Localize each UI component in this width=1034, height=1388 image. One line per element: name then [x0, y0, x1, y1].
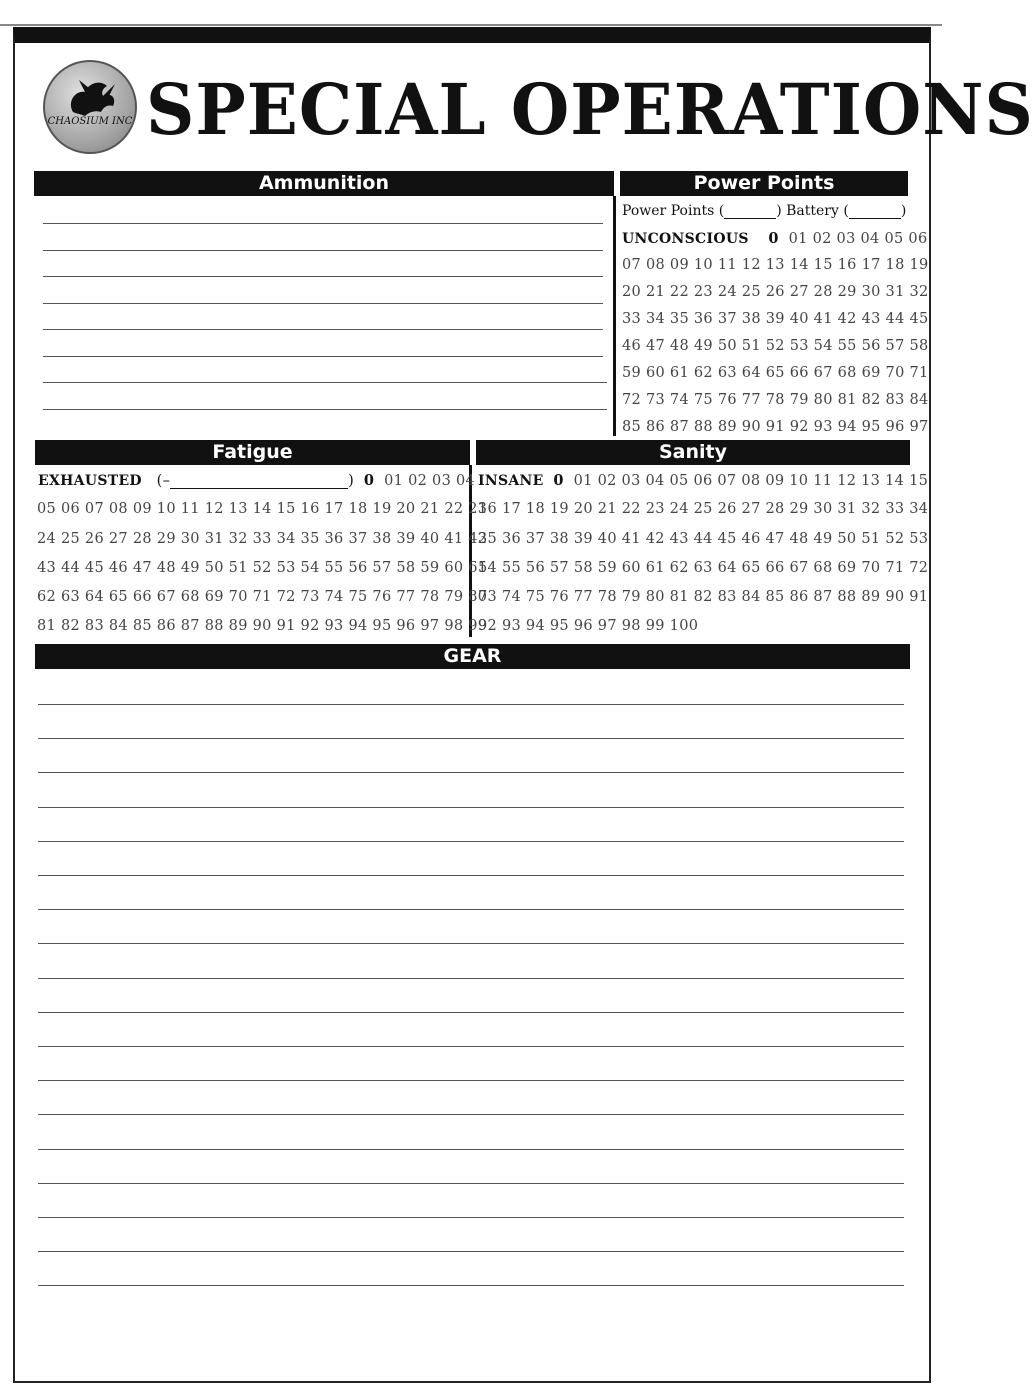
gear-line[interactable] — [38, 1217, 904, 1218]
power-points-header: Power Points — [620, 171, 908, 196]
gear-line[interactable] — [38, 1285, 904, 1286]
gear-line[interactable] — [38, 909, 904, 910]
power-points-blank[interactable] — [724, 204, 776, 219]
gear-line[interactable] — [38, 978, 904, 979]
pp-numbers[interactable]: 01 02 03 04 05 06 — [788, 231, 928, 247]
sanity-row-3[interactable]: 54 55 56 57 58 59 60 61 62 63 64 65 66 67 68 69 70 71 72 — [478, 560, 929, 576]
close-paren: ) — [900, 203, 907, 219]
sanity-row-0 — [478, 472, 928, 489]
pp-row-3[interactable]: 33 34 35 36 37 38 39 40 41 42 43 44 45 — [622, 311, 929, 327]
pp-zero: 0 — [768, 230, 779, 247]
ammunition-line[interactable] — [43, 356, 603, 357]
fatigue-sanity-divider — [469, 465, 472, 637]
dragon-icon — [45, 62, 135, 152]
ammunition-line[interactable] — [43, 223, 603, 224]
gear-line[interactable] — [38, 1183, 904, 1184]
sanity-numbers[interactable]: 01 02 03 04 05 06 07 08 09 10 11 12 13 14 15 — [573, 473, 929, 489]
unconscious-label: UNCONSCIOUS — [622, 231, 749, 247]
fatigue-row-5[interactable]: 81 82 83 84 85 86 87 88 89 90 91 92 93 94 95 96 97 98 99 — [37, 618, 488, 634]
exhausted-open: (– — [156, 473, 171, 489]
ammunition-line[interactable] — [43, 303, 603, 304]
gear-line[interactable] — [38, 1114, 904, 1115]
fatigue-zero: 0 — [363, 472, 375, 489]
insane-label: INSANE — [478, 473, 544, 489]
sanity-zero: 0 — [553, 472, 564, 489]
pp-row-7[interactable]: 85 86 87 88 89 90 91 92 93 94 95 96 97 — [622, 419, 929, 435]
pp-row-5[interactable]: 59 60 61 62 63 64 65 66 67 68 69 70 71 — [622, 365, 929, 381]
power-points-fields — [622, 203, 906, 219]
fatigue-header: Fatigue — [35, 440, 470, 465]
exhausted-close: ) — [348, 473, 355, 489]
pp-row-2[interactable]: 20 21 22 23 24 25 26 27 28 29 30 31 32 — [622, 284, 929, 300]
top-edge-line — [0, 24, 942, 26]
power-points-label: Power Points ( — [622, 203, 725, 219]
fatigue-row-3[interactable]: 43 44 45 46 47 48 49 50 51 52 53 54 55 56 57 58 59 60 61 — [37, 560, 488, 576]
pp-row-6[interactable]: 72 73 74 75 76 77 78 79 80 81 82 83 84 — [622, 392, 929, 408]
ammunition-line[interactable] — [43, 329, 603, 330]
gear-line[interactable] — [38, 772, 904, 773]
logo-text: CHAOSIUM INC — [47, 116, 133, 127]
gear-line[interactable] — [38, 1012, 904, 1013]
sanity-header: Sanity — [476, 440, 910, 465]
pp-row-0 — [622, 230, 927, 247]
fatigue-row-1[interactable]: 05 06 07 08 09 10 11 12 13 14 15 16 17 18 19 20 21 22 23 — [37, 501, 488, 517]
gear-line[interactable] — [38, 943, 904, 944]
sanity-row-1[interactable]: 16 17 18 19 20 21 22 23 24 25 26 27 28 29 30 31 32 33 34 — [478, 501, 929, 517]
chaosium-logo — [43, 60, 137, 154]
gear-line[interactable] — [38, 1251, 904, 1252]
battery-label: ) Battery ( — [776, 203, 849, 219]
gear-line[interactable] — [38, 1080, 904, 1081]
sanity-row-5[interactable]: 92 93 94 95 96 97 98 99 100 — [478, 618, 699, 634]
ammunition-header: Ammunition — [34, 171, 614, 196]
gear-header: GEAR — [35, 644, 910, 669]
ammunition-line[interactable] — [43, 409, 607, 410]
gear-line[interactable] — [38, 841, 904, 842]
gear-line[interactable] — [38, 704, 904, 705]
exhausted-blank[interactable] — [170, 474, 348, 489]
gear-line[interactable] — [38, 1046, 904, 1047]
pp-row-4[interactable]: 46 47 48 49 50 51 52 53 54 55 56 57 58 — [622, 338, 929, 354]
gear-line[interactable] — [38, 807, 904, 808]
battery-blank[interactable] — [849, 204, 901, 219]
fatigue-row-4[interactable]: 62 63 64 65 66 67 68 69 70 71 72 73 74 75 76 77 78 79 80 — [37, 589, 488, 605]
fatigue-row-0 — [38, 472, 475, 489]
ammo-pp-divider — [613, 196, 616, 436]
gear-line[interactable] — [38, 1149, 904, 1150]
fatigue-numbers[interactable]: 01 02 03 04 — [384, 473, 476, 489]
pp-row-1[interactable]: 07 08 09 10 11 12 13 14 15 16 17 18 19 — [622, 257, 929, 273]
exhausted-label: EXHAUSTED — [38, 473, 142, 489]
gear-line[interactable] — [38, 738, 904, 739]
ammunition-line[interactable] — [43, 250, 603, 251]
ammunition-line[interactable] — [43, 276, 603, 277]
gear-line[interactable] — [38, 875, 904, 876]
fatigue-row-2[interactable]: 24 25 26 27 28 29 30 31 32 33 34 35 36 37 38 39 40 41 42 — [37, 531, 488, 547]
page-title: SPECIAL OPERATIONS — [146, 68, 1034, 151]
sanity-row-4[interactable]: 73 74 75 76 77 78 79 80 81 82 83 84 85 86 87 88 89 90 91 — [478, 589, 929, 605]
sanity-row-2[interactable]: 35 36 37 38 39 40 41 42 43 44 45 46 47 48 49 50 51 52 53 — [478, 531, 929, 547]
side-copyright-margin — [920, 760, 934, 1380]
ammunition-line[interactable] — [43, 382, 607, 383]
